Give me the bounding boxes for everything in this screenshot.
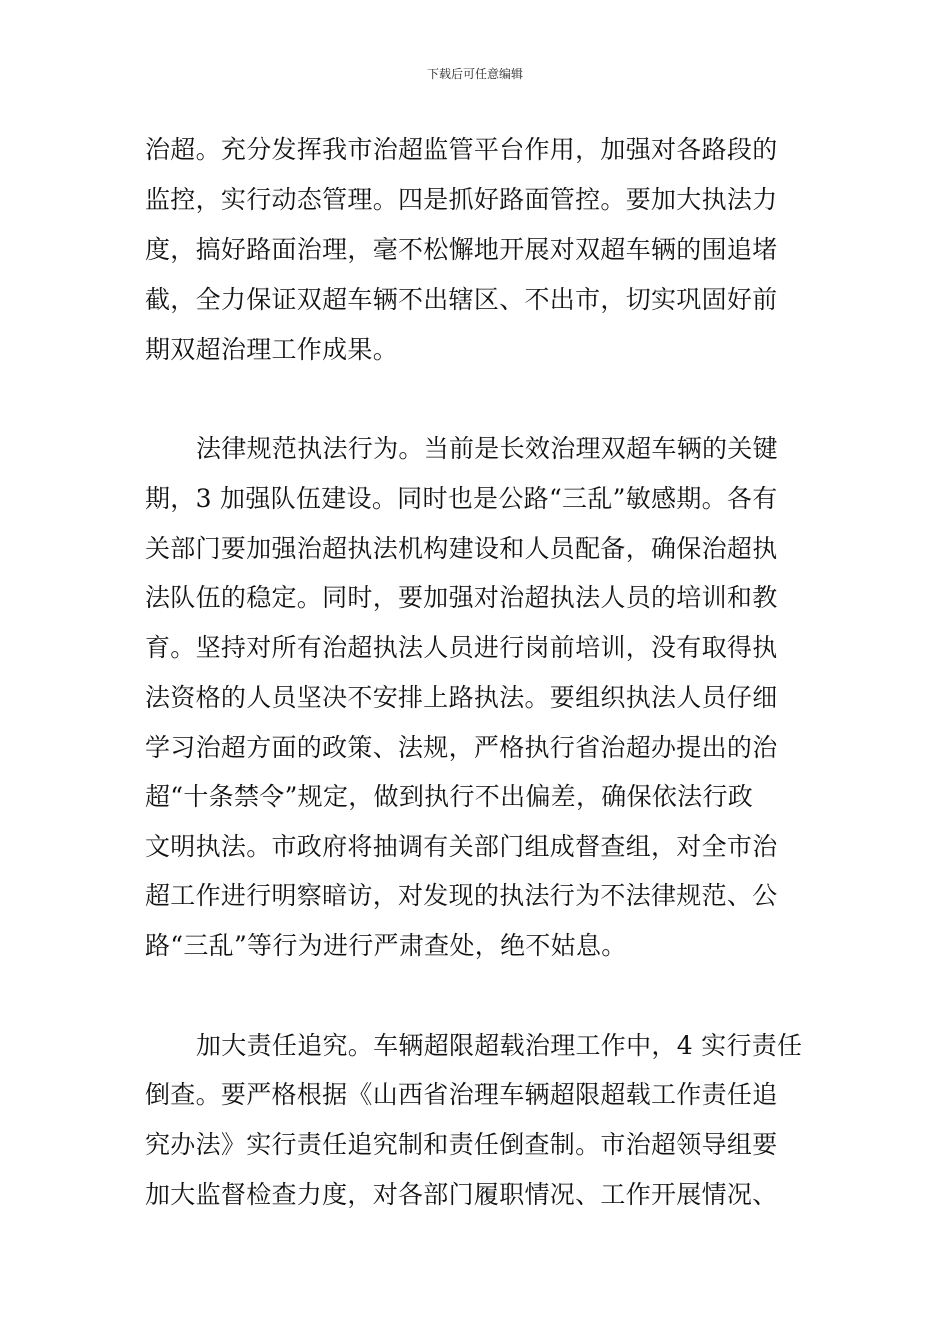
text-line: 法队伍的稳定。同时，要加强对治超执法人员的培训和教 xyxy=(145,583,778,612)
page-header: 下载后可任意编辑 xyxy=(426,67,523,81)
text-line: 监控，实行动态管理。四是抓好路面管控。要加大执法力 xyxy=(145,185,778,214)
text-line: 关部门要加强治超执法机构建设和人员配备，确保治超执 xyxy=(145,534,778,563)
text-line: 学习治超方面的政策、法规，严格执行省治超办提出的治 xyxy=(145,733,778,762)
text-line: 治超。充分发挥我市治超监管平台作用，加强对各路段的 xyxy=(145,135,778,164)
text-line: 度，搞好路面治理，毫不松懈地开展对双超车辆的围追堵 xyxy=(145,235,778,264)
text-line: 加大责任追究。车辆超限超载治理工作中，4 实行责任 xyxy=(196,1031,803,1060)
text-line: 法律规范执法行为。当前是长效治理双超车辆的关键 xyxy=(196,434,778,463)
text-line: 加大监督检查力度，对各部门履职情况、工作开展情况、 xyxy=(145,1180,778,1209)
text-line: 究办法》实行责任追究制和责任倒查制。市治超领导组要 xyxy=(145,1130,778,1159)
text-line: 路“三乱”等行为进行严肃查处，绝不姑息。 xyxy=(145,931,627,960)
text-line: 超“十条禁令”规定，做到执行不出偏差，确保依法行政 xyxy=(145,782,754,811)
text-line: 超工作进行明察暗访，对发现的执法行为不法律规范、公 xyxy=(145,881,778,910)
text-line: 期双超治理工作成果。 xyxy=(145,335,399,364)
text-line: 文明执法。市政府将抽调有关部门组成督查组，对全市治 xyxy=(145,832,778,861)
text-line: 倒查。要严格根据《山西省治理车辆超限超载工作责任追 xyxy=(145,1080,778,1109)
text-line: 截，全力保证双超车辆不出辖区、不出市，切实巩固好前 xyxy=(145,285,778,314)
text-line: 育。坚持对所有治超执法人员进行岗前培训，没有取得执 xyxy=(145,633,778,662)
text-line: 法资格的人员坚决不安排上路执法。要组织执法人员仔细 xyxy=(145,683,778,712)
text-line: 期，3 加强队伍建设。同时也是公路“三乱”敏感期。各有 xyxy=(145,484,778,513)
